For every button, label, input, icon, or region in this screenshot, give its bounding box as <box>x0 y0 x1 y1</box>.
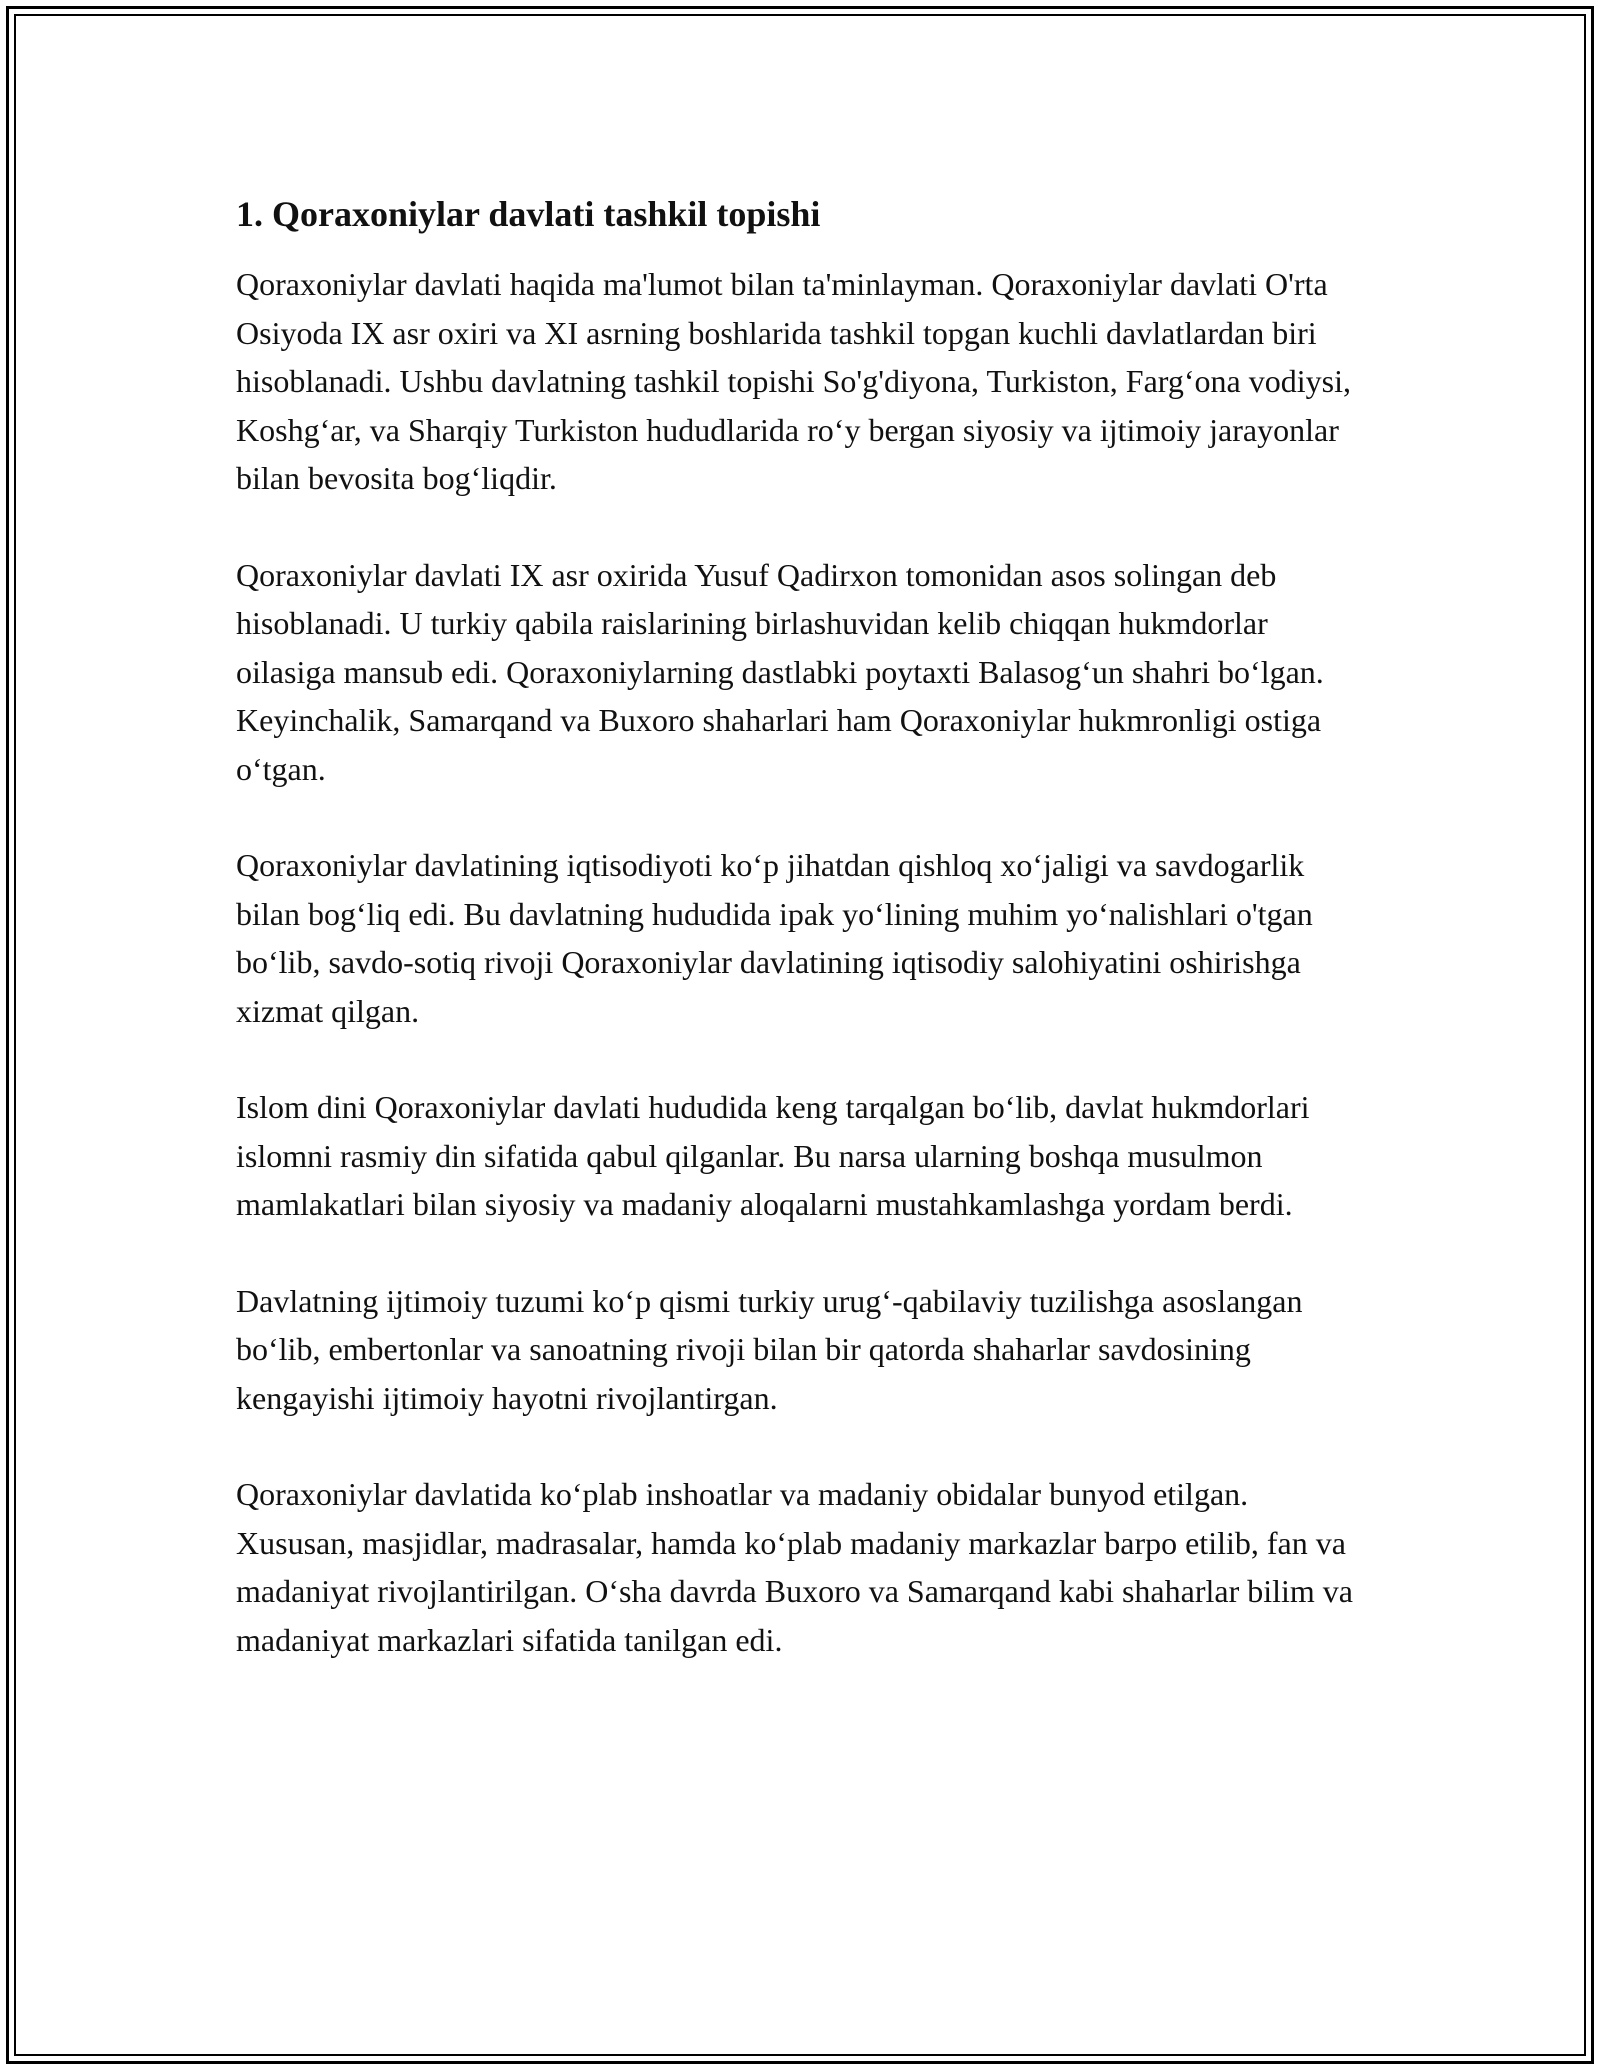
paragraph-1: Qoraxoniylar davlati haqida ma'lumot bilan ta'minlayman. Qoraxoniylar davlati O'rta Osiyoda IX asr oxiri va XI asrning boshlarida tashkil topgan kuchli davlatlardan biri hisoblanadi. Ushbu davlatning tashkil topishi So'g'diyona, Turkiston, Farg‘ona vodiysi, Koshg‘ar, va Sharqiy Turkiston hududlarida ro‘y bergan siyosiy va ijtimoiy jarayonlar bilan bevosita bog‘liqdir. <box>236 266 1351 496</box>
paragraph-2: Qoraxoniylar davlati IX asr oxirida Yusuf Qadirxon tomonidan asos solingan deb hisoblanadi. U turkiy qabila raislarining birlashuvidan kelib chiqqan hukmdorlar oilasiga mansub edi. Qoraxoniylarning dastlabki poytaxti Balasog‘un shahri bo‘lgan. Keyinchalik, Samarqand va Buxoro shaharlari ham Qoraxoniylar hukmronligi ostiga o‘tgan. <box>236 556 1324 787</box>
page-title: 1. Qoraxoniylar davlati tashkil topishi <box>236 194 821 234</box>
paragraph-6: Qoraxoniylar davlatida ko‘plab inshoatlar va madaniy obidalar bunyod etilgan. Xususan, masjidlar, madrasalar, hamda ko‘plab madaniy markazlar barpo etilib, fan va madaniyat rivojlantirilgan. O‘sha davrda Buxoro va Samarqand kabi shaharlar bilim va madaniyat markazlari sifatida tanilgan edi. <box>236 1476 1353 1658</box>
paragraph-3: Qoraxoniylar davlatining iqtisodiyoti ko‘p jihatdan qishloq xo‘jaligi va savdogarlik bilan bog‘liq edi. Bu davlatning hududida ipak yo‘lining muhim yo‘nalishlari o'tgan bo‘lib, savdo-sotiq rivoji Qoraxoniylar davlatining iqtisodiy salohiyatini oshirishga xizmat qilgan. <box>236 847 1313 1029</box>
document-body <box>236 186 1371 1712</box>
paragraph-5: Davlatning ijtimoiy tuzumi ko‘p qismi turkiy urug‘-qabilaviy tuzilishga asoslangan bo‘lib, embertonlar va sanoatning rivoji bilan bir qatorda shaharlar savdosining kengayishi ijtimoiy hayotni rivojlantirgan. <box>236 1282 1303 1416</box>
paragraph-4: Islom dini Qoraxoniylar davlati hududida keng tarqalgan bo‘lib, davlat hukmdorlari islomni rasmiy din sifatida qabul qilganlar. Bu narsa ularning boshqa musulmon mamlakatlari bilan siyosiy va madaniy aloqalarni mustahkamlashga yordam berdi. <box>236 1089 1310 1222</box>
